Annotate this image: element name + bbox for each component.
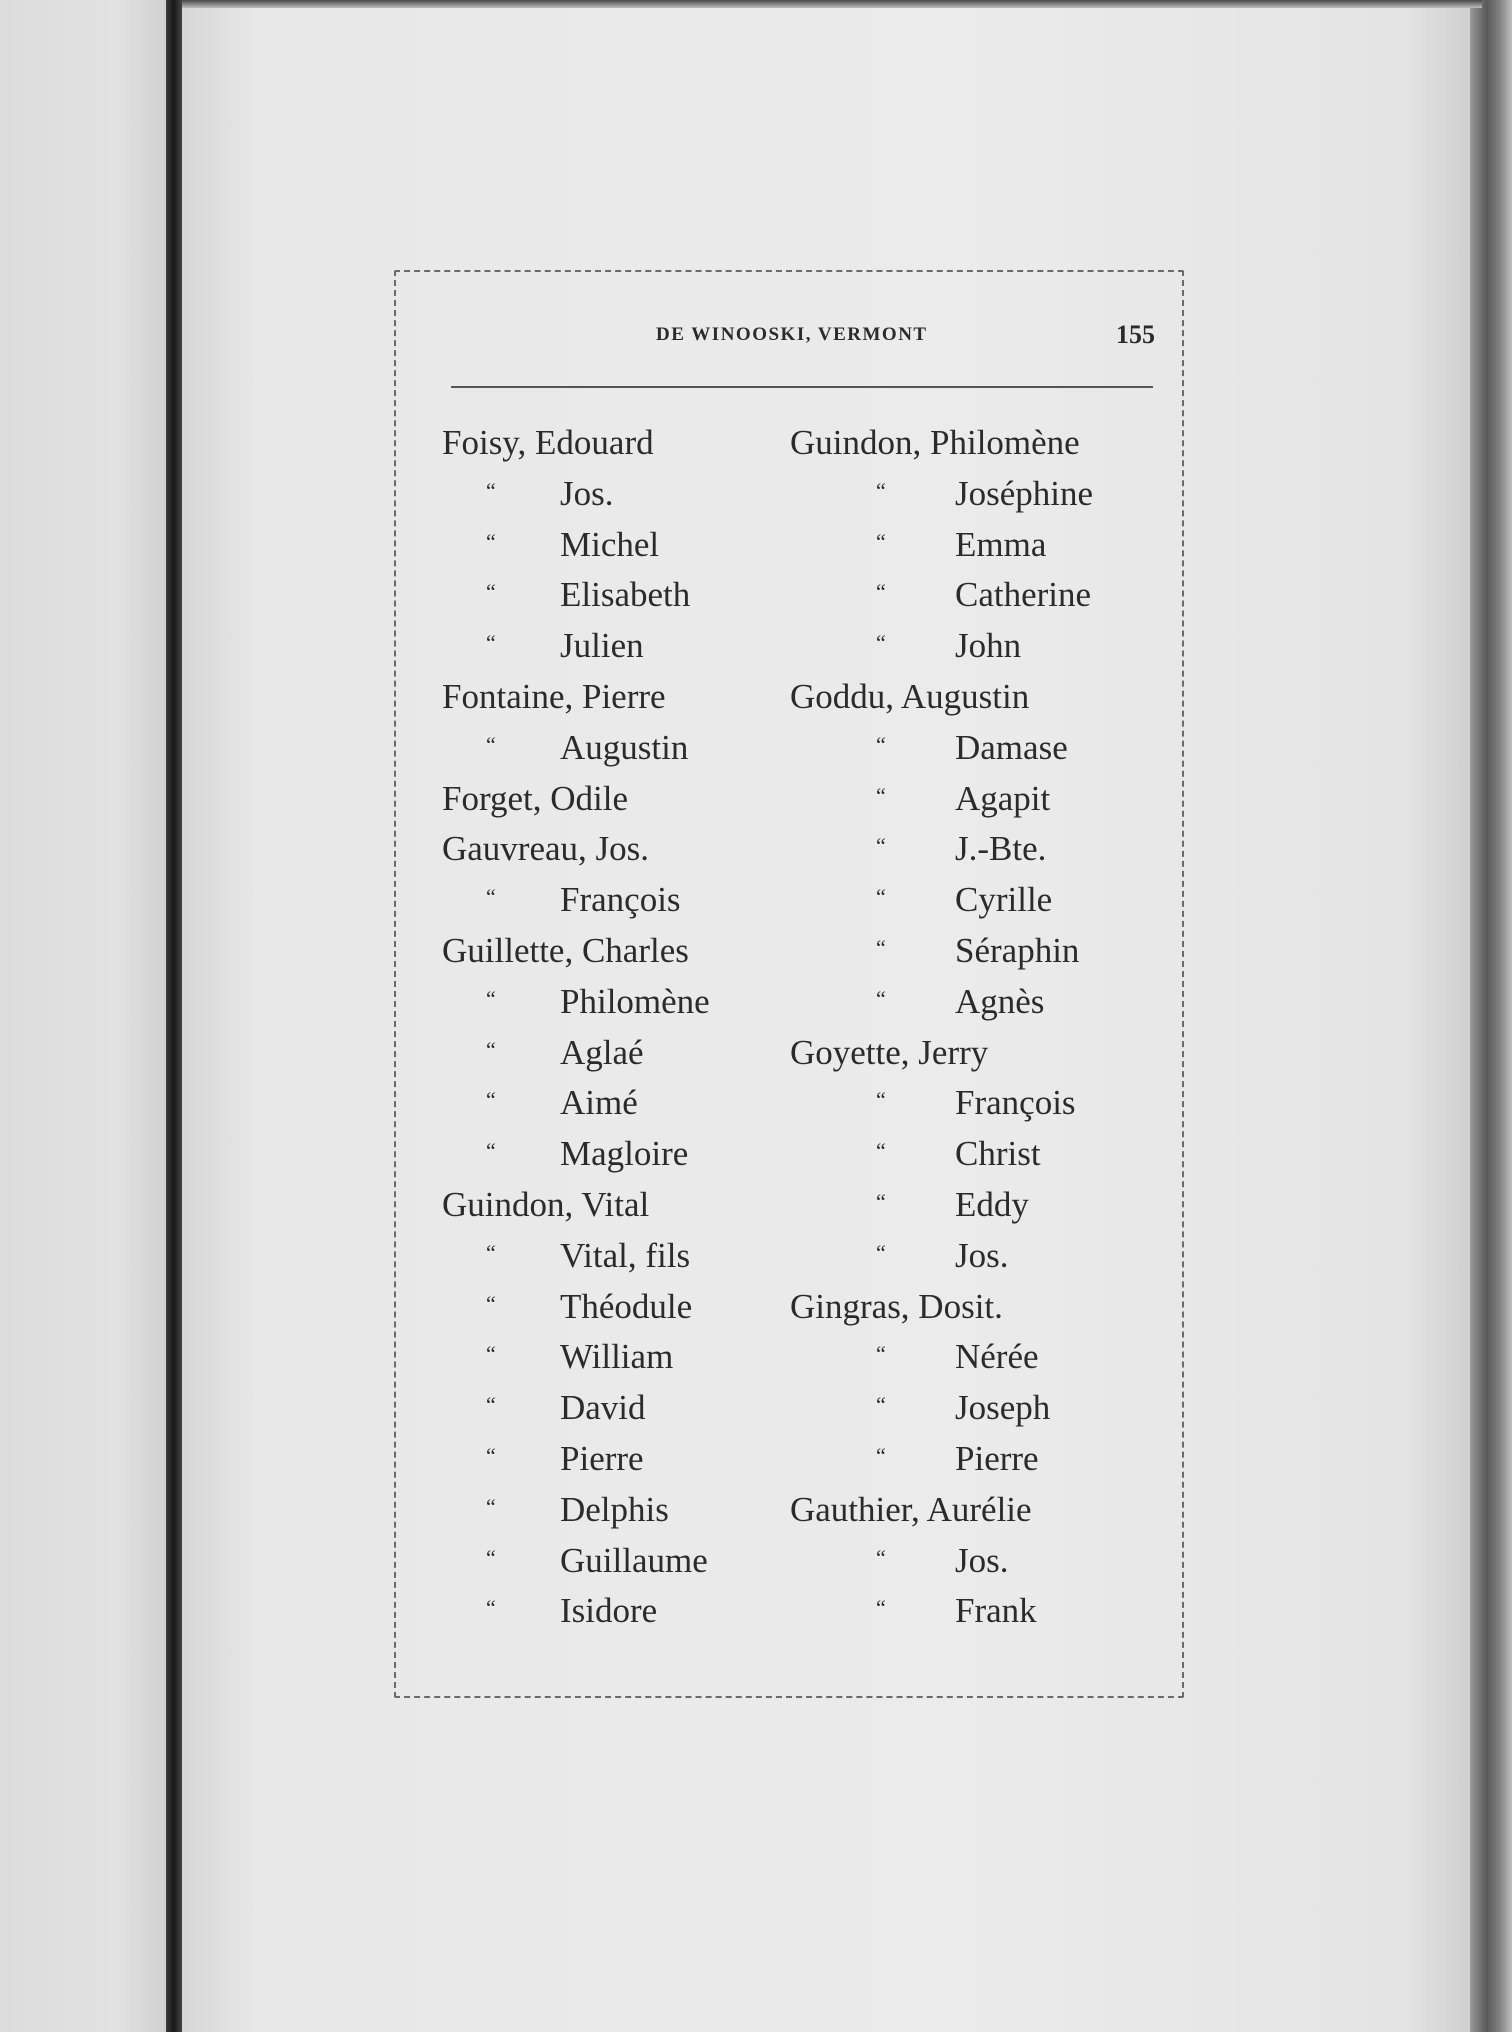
ditto-mark: “ [486, 731, 496, 757]
name-entry [790, 926, 1170, 977]
name-entry [790, 418, 1170, 469]
given-name: François [560, 880, 681, 920]
name-entry [790, 977, 1170, 1028]
name-entry [790, 1231, 1170, 1282]
ditto-mark: “ [486, 1138, 496, 1164]
name-entry [442, 723, 822, 774]
given-name: Delphis [560, 1489, 669, 1529]
ditto-mark: “ [876, 1087, 886, 1113]
name-entry [442, 824, 822, 875]
ditto-mark: “ [486, 630, 496, 656]
name-entry [442, 1332, 822, 1383]
given-name: Michel [560, 524, 660, 564]
given-name: Jos. [955, 1540, 1009, 1580]
name-entry [442, 1028, 822, 1079]
name-entry [790, 621, 1170, 672]
given-name: William [560, 1337, 674, 1377]
given-name: Damase [955, 727, 1068, 767]
name-entry [790, 1078, 1170, 1129]
ditto-mark: “ [486, 1239, 496, 1265]
ditto-mark: “ [486, 1442, 496, 1468]
name-entry [442, 1586, 822, 1637]
ditto-mark: “ [876, 1188, 886, 1214]
surname-entry: Guindon, Philomène [790, 423, 1080, 462]
name-entry [442, 1180, 822, 1231]
name-entry [442, 672, 822, 723]
given-name: François [955, 1083, 1076, 1123]
name-entry [442, 520, 822, 571]
ditto-mark: “ [486, 1392, 496, 1418]
name-entry [790, 1586, 1170, 1637]
name-entry [790, 723, 1170, 774]
name-entry [442, 774, 822, 825]
right-name-column [790, 418, 1170, 1637]
name-entry [442, 1536, 822, 1587]
given-name: Isidore [560, 1591, 658, 1631]
ditto-mark: “ [876, 528, 886, 554]
ditto-mark: “ [876, 1341, 886, 1367]
given-name: Séraphin [955, 930, 1080, 970]
ditto-mark: “ [486, 985, 496, 1011]
ditto-mark: “ [486, 528, 496, 554]
given-name: Aimé [560, 1083, 638, 1123]
name-entry [442, 977, 822, 1028]
name-entry [790, 1434, 1170, 1485]
ditto-mark: “ [876, 1239, 886, 1265]
name-entry [790, 824, 1170, 875]
surname-entry: Guindon, Vital [442, 1184, 650, 1224]
ditto-mark: “ [486, 579, 496, 605]
name-entry [790, 1129, 1170, 1180]
name-entry [442, 1129, 822, 1180]
name-entry [790, 1282, 1170, 1333]
given-name: Guillaume [560, 1540, 708, 1580]
ditto-mark: “ [486, 477, 496, 503]
given-name: Cyrille [955, 880, 1053, 920]
ditto-mark: “ [876, 934, 886, 960]
running-title: DE WINOOSKI, VERMONT [656, 324, 928, 345]
ditto-mark: “ [486, 1493, 496, 1519]
name-entry [442, 1383, 822, 1434]
surname-entry: Gingras, Dosit. [790, 1286, 1003, 1326]
given-name: Julien [560, 626, 644, 666]
name-entry [790, 1332, 1170, 1383]
name-entry [790, 672, 1170, 723]
given-name: Joseph [955, 1388, 1051, 1428]
name-entry [790, 774, 1170, 825]
name-entry [442, 1282, 822, 1333]
given-name: Philomène [560, 981, 710, 1021]
ditto-mark: “ [486, 1341, 496, 1367]
surname-entry: Foisy, Edouard [442, 423, 654, 462]
page-number: 155 [1116, 320, 1155, 349]
given-name: Théodule [560, 1286, 693, 1326]
name-entry [442, 1485, 822, 1536]
given-name: Agnès [955, 981, 1045, 1021]
name-entry [442, 875, 822, 926]
given-name: Elisabeth [560, 575, 691, 615]
name-entry [442, 1231, 822, 1282]
given-name: Frank [955, 1591, 1037, 1631]
ditto-mark: “ [876, 985, 886, 1011]
given-name: Augustin [560, 727, 689, 767]
surname-entry: Goddu, Augustin [790, 676, 1030, 716]
given-name: Jos. [955, 1235, 1009, 1275]
given-name: Eddy [955, 1184, 1029, 1224]
given-name: J.-Bte. [955, 829, 1047, 869]
given-name: Catherine [955, 575, 1092, 615]
ditto-mark: “ [486, 1036, 496, 1062]
name-entry [442, 926, 822, 977]
surname-entry: Gauvreau, Jos. [442, 829, 650, 869]
given-name: Jos. [560, 473, 614, 513]
name-entry [790, 1536, 1170, 1587]
given-name: Christ [955, 1134, 1041, 1174]
ditto-mark: “ [876, 1138, 886, 1164]
ditto-mark: “ [876, 1595, 886, 1621]
given-name: Pierre [955, 1438, 1039, 1478]
left-name-column [442, 418, 822, 1637]
ditto-mark: “ [876, 782, 886, 808]
given-name: Agapit [955, 778, 1051, 818]
page-edge-top [182, 0, 1482, 8]
book-spine [166, 0, 182, 2032]
ditto-mark: “ [876, 1442, 886, 1468]
surname-entry: Fontaine, Pierre [442, 676, 666, 716]
name-entry [790, 570, 1170, 621]
name-entry [790, 875, 1170, 926]
surname-entry: Gauthier, Aurélie [790, 1489, 1032, 1529]
name-entry [442, 418, 822, 469]
header-rule [451, 386, 1153, 388]
name-entry [442, 570, 822, 621]
ditto-mark: “ [876, 477, 886, 503]
given-name: David [560, 1388, 646, 1428]
given-name: John [955, 626, 1022, 666]
ditto-mark: “ [486, 884, 496, 910]
given-name: Pierre [560, 1438, 644, 1478]
page-edge-right [1470, 0, 1512, 2032]
surname-entry: Forget, Odile [442, 778, 629, 818]
ditto-mark: “ [876, 833, 886, 859]
name-entry [790, 520, 1170, 571]
ditto-mark: “ [876, 630, 886, 656]
ditto-mark: “ [486, 1595, 496, 1621]
ditto-mark: “ [876, 579, 886, 605]
given-name: Magloire [560, 1134, 689, 1174]
ditto-mark: “ [876, 731, 886, 757]
left-page-edge [0, 0, 168, 2032]
ditto-mark: “ [486, 1087, 496, 1113]
given-name: Joséphine [955, 473, 1094, 513]
given-name: Nérée [955, 1337, 1039, 1377]
ditto-mark: “ [876, 884, 886, 910]
surname-entry: Guillette, Charles [442, 930, 689, 970]
ditto-mark: “ [876, 1544, 886, 1570]
name-entry [442, 1078, 822, 1129]
name-entry [790, 469, 1170, 520]
surname-entry: Goyette, Jerry [790, 1032, 989, 1072]
given-name: Emma [955, 524, 1047, 564]
ditto-mark: “ [486, 1290, 496, 1316]
name-entry [790, 1383, 1170, 1434]
given-name: Vital, fils [560, 1235, 691, 1275]
ditto-mark: “ [486, 1544, 496, 1570]
running-head [450, 320, 1155, 354]
name-entry [790, 1180, 1170, 1231]
given-name: Aglaé [560, 1032, 644, 1072]
name-entry [442, 621, 822, 672]
name-entry [790, 1028, 1170, 1079]
ditto-mark: “ [876, 1392, 886, 1418]
name-entry [442, 1434, 822, 1485]
name-entry [790, 1485, 1170, 1536]
name-entry [442, 469, 822, 520]
